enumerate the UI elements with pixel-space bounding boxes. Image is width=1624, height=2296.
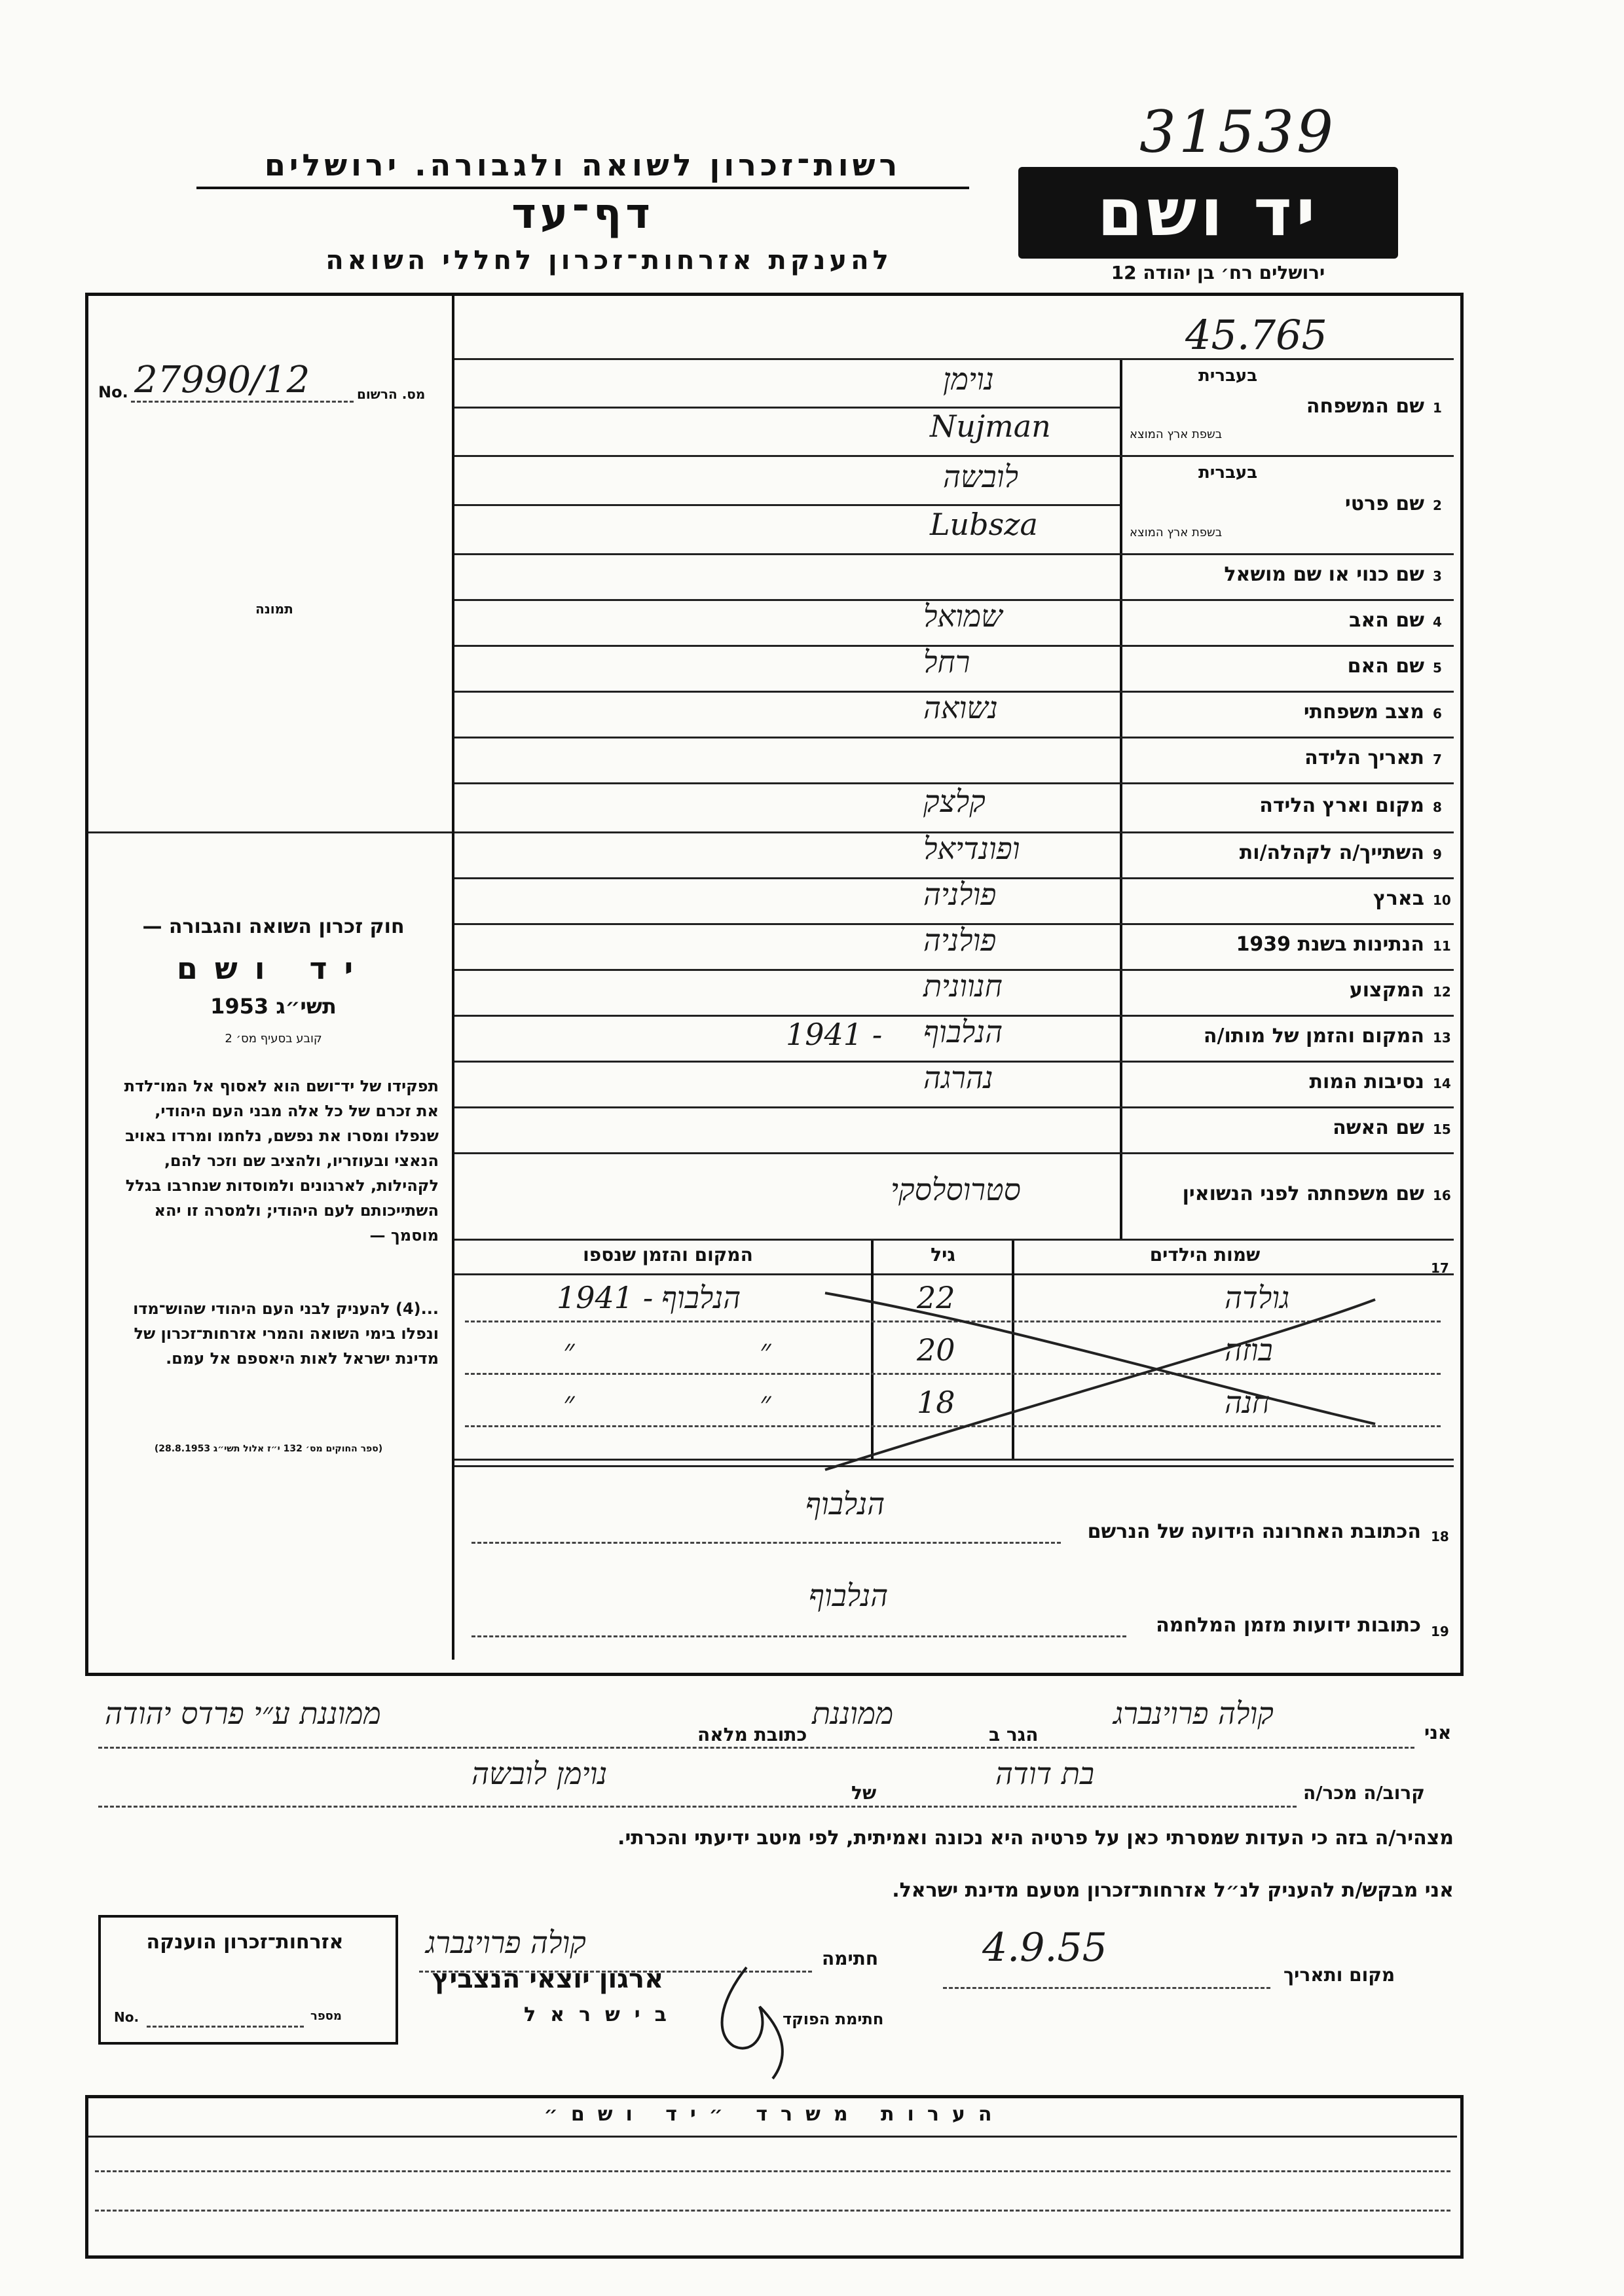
form-title: דף־עד: [511, 190, 654, 238]
relation-label: קרוב/ה מכר/ה: [1303, 1782, 1425, 1804]
certificate-box: [98, 1915, 398, 2045]
field-number: 7: [1433, 752, 1442, 767]
field-19-value: הנלבוף: [809, 1578, 889, 1613]
child-year: ״: [563, 1385, 575, 1420]
registration-number: 27990/12: [134, 359, 310, 401]
yad-vashem-logo: [1018, 167, 1398, 259]
lives-in-value: ממוננת: [812, 1696, 894, 1731]
registration-label: מס. הרשום: [357, 386, 426, 402]
field-label: בארץ: [1373, 887, 1424, 910]
field-number: 4: [1433, 614, 1442, 630]
field-label: שם משפחתה לפני הנשואין: [1182, 1182, 1424, 1205]
child-place: ״: [760, 1385, 771, 1420]
child-name: בוזה: [1225, 1332, 1273, 1368]
full-address-value: ממוננת ע״י פרדס יהודה: [105, 1696, 381, 1731]
field-row-divider: [454, 1152, 1454, 1154]
certificate-title: אזרחות־זכרון הוענקה: [146, 1931, 344, 1954]
field-row-divider: [454, 553, 1454, 555]
official-label: חתימת הפוקד: [783, 2010, 884, 2028]
field-value: סטרוסלסקי: [891, 1172, 1021, 1207]
field-label: מקום וארץ הלידה: [1259, 793, 1424, 817]
field-number: 13: [1433, 1030, 1451, 1046]
field-18-label: הכתובת האחרונה הידועה של הנרשם: [1087, 1520, 1421, 1543]
children-col-place: המקום והזמן שנספו: [583, 1244, 753, 1266]
child-year: ״: [563, 1332, 575, 1368]
field-number: 3: [1433, 568, 1442, 584]
field-label: שם פרטי: [1344, 492, 1424, 515]
full-address-label: כתובת מלאה: [697, 1724, 807, 1745]
field-sub-origin: בשפת ארץ המוצא: [1130, 526, 1223, 539]
field-number: 12: [1433, 984, 1451, 1000]
field-label: שם האם: [1347, 655, 1424, 678]
logo-text: יד ושם: [1097, 174, 1320, 251]
field-value-hebrew: לובשה: [943, 458, 1018, 494]
field-value: נשואה: [923, 690, 998, 725]
field-number: 15: [1433, 1121, 1451, 1137]
remarks-title-line: [88, 2136, 1457, 2138]
field-number: 16: [1433, 1188, 1451, 1203]
left-photo-divider: [88, 831, 452, 833]
field-19-label: כתובות ידועות מזמן המלחמה: [1156, 1614, 1421, 1637]
field-label: המקום והזמן של מותו/ה: [1203, 1025, 1424, 1048]
declarant-name: קולה פרוינברג: [1113, 1696, 1274, 1731]
field-value: חנוונית: [923, 968, 1003, 1004]
law-title: חוק זכרון השואה והגבורה —: [142, 915, 405, 938]
date-line: [943, 1987, 1270, 1989]
field-value-year: 1941 -: [786, 1017, 883, 1052]
field-number: 10: [1433, 892, 1451, 908]
certificate-number-label: מספר: [310, 2009, 342, 2023]
children-col-names: שמות הילדים: [1149, 1244, 1261, 1266]
field-sub-hebrew: בעברית: [1198, 366, 1258, 386]
field-value: פולניה: [923, 922, 997, 958]
field-18-value: הנלבוף: [805, 1486, 885, 1522]
field-label: תאריך הלידה: [1304, 746, 1424, 769]
declaration-statement-1: מצהיר/ה בזה כי העדות שמסרתי כאן על פרטיה היא נכונה ואמיתית, לפי מיטב ידיעתי והכרתי.: [618, 1827, 1454, 1850]
signature-value: קולה פרוינברג: [426, 1925, 586, 1960]
law-org: יד ושם: [176, 951, 371, 986]
field-label: שם האשה: [1333, 1116, 1424, 1139]
children-table-top: [454, 1239, 1454, 1241]
field-sub-hebrew: בעברית: [1198, 463, 1258, 483]
field-label: נסיבות המות: [1309, 1070, 1424, 1093]
field-18-top: [454, 1465, 1454, 1467]
field-number: 6: [1433, 706, 1442, 721]
registration-underline: [131, 401, 354, 403]
field-value: נהרגה: [923, 1060, 993, 1095]
certificate-no-label: No.: [114, 2009, 139, 2025]
sheet-number: 45.765: [1185, 311, 1327, 359]
law-text-1: תפקידו של יד־ושם הוא לאסוף אל המו־לדת את זכרם של כל אלה מבני העם היהודי, שנפלו ומסרו את נפשם, נלחמו ומרדו באויב הנאצי ובעוזריו, ולהציב שם וזכר להם, לקהילות, לארגונים ולמוסדות שנחרבו בגלל השתייכותם לעם היהודי; ולמסרה זו יהא מוסמך —: [124, 1077, 439, 1245]
field-number: 5: [1433, 660, 1442, 676]
official-signature: [707, 1961, 805, 2085]
field-value: פולניה: [923, 877, 997, 912]
stamp-number: 31539: [1139, 98, 1336, 166]
children-col-age: גיל: [931, 1244, 955, 1266]
field-number: 2: [1433, 498, 1442, 513]
field-value-origin: Nujman: [930, 409, 1051, 444]
field-row-divider: [454, 737, 1454, 738]
remarks-line-2: [95, 2210, 1450, 2212]
form-subtitle: להענקת אזרחות־זכרון לחללי השואה: [325, 246, 893, 276]
official-stamp-line-2: בישראל: [524, 2003, 681, 2026]
remarks-line-1: [95, 2170, 1450, 2172]
field-value: קלצק: [923, 783, 986, 819]
cross-out-strokes: [812, 1286, 1382, 1483]
declaration-line-2: [98, 1806, 1297, 1808]
signature-label: חתימה: [822, 1948, 879, 1969]
relation-value: בת דודה: [995, 1756, 1095, 1791]
field-value: הנלבוף: [923, 1014, 1003, 1049]
field-value: רחל: [923, 644, 970, 680]
field-value-origin: Lubsza: [930, 506, 1038, 542]
left-column-divider: [452, 296, 454, 1660]
field-value-hebrew: נוימן: [943, 361, 994, 397]
field-label: מצב משפחתי: [1303, 701, 1424, 723]
field-number: 1: [1433, 400, 1442, 416]
of-label: של: [851, 1782, 877, 1804]
field-row-divider: [454, 1106, 1454, 1108]
field-label: המקצוע: [1349, 979, 1424, 1002]
official-stamp-line-1: ארגון יוצאי הנצביץ: [432, 1964, 664, 1994]
field-label: שם כנוי או שם מושאל: [1224, 563, 1424, 586]
field-label: השתייך/ה לקהלה/ות: [1239, 841, 1424, 864]
lives-in-label: הגר ב: [989, 1724, 1039, 1745]
law-clause: קובע בסעיף מס׳ 2: [225, 1032, 322, 1046]
child-name: גולדה: [1225, 1280, 1290, 1315]
field-number: 14: [1433, 1076, 1451, 1091]
remarks-title: הערות משרד ״יד ושם״: [544, 2103, 1005, 2126]
declaration-ani: אני: [1424, 1722, 1452, 1743]
date-value: 4.9.55: [982, 1925, 1107, 1971]
place-date-label: מקום ותאריך: [1283, 1964, 1395, 1986]
certificate-number-line: [147, 2026, 304, 2028]
children-header-bottom: [454, 1273, 1454, 1275]
no-label: No.: [98, 383, 128, 401]
child-name: חנה: [1225, 1385, 1270, 1420]
address: ירושלים רח׳ בן יהודה 12: [1111, 262, 1325, 283]
field-19-number: 19: [1431, 1624, 1449, 1639]
field-value: שמואל: [923, 598, 1003, 634]
children-field-number: 17: [1431, 1260, 1449, 1276]
field-value: ופונדיאל: [923, 831, 1020, 866]
field-18-line: [471, 1542, 1061, 1544]
field-row-divider: [454, 455, 1454, 457]
field-label: הנתינות בשנת 1939: [1236, 933, 1424, 956]
law-source: (ספר החוקים מס׳ 132 י״ז אלול תשי״ג 28.8.1953): [154, 1444, 383, 1454]
authority-line: רשות־זכרון לשואה ולגבורה. ירושלים: [196, 147, 969, 189]
of-value: נוימן לובשה: [471, 1756, 608, 1791]
law-text-2: ...(4) להעניק לבני העם היהודי שהוש־מדו ונפלו בימי השואה והמרי אזרחות־זכרון של מדינת ישראל לאות היאספם אל עמם.: [133, 1300, 439, 1368]
field-label: שם המשפחה: [1306, 395, 1424, 418]
field-label: שם האב: [1349, 609, 1424, 632]
child-place: הנלבוף: [661, 1280, 741, 1315]
field-19-line: [471, 1635, 1126, 1637]
child-age: 18: [917, 1385, 955, 1420]
law-year: תשי״ג 1953: [210, 994, 337, 1019]
child-year: 1941 -: [557, 1280, 654, 1315]
declaration-statement-2: אני מבקש/ת להעניק לנ״ל אזרחות־זכרון מטעם מדינת ישראל.: [892, 1879, 1454, 1902]
field-number: 8: [1433, 799, 1442, 815]
photo-label: תמונה: [255, 601, 293, 617]
child-age: 20: [917, 1332, 955, 1368]
field-number: 11: [1433, 938, 1451, 954]
declaration-line-1: [98, 1747, 1414, 1749]
child-place: ״: [760, 1332, 771, 1368]
field-number: 9: [1433, 847, 1442, 862]
field-sub-origin: בשפת ארץ המוצא: [1130, 428, 1223, 441]
field-18-number: 18: [1431, 1529, 1449, 1544]
child-age: 22: [917, 1280, 955, 1315]
